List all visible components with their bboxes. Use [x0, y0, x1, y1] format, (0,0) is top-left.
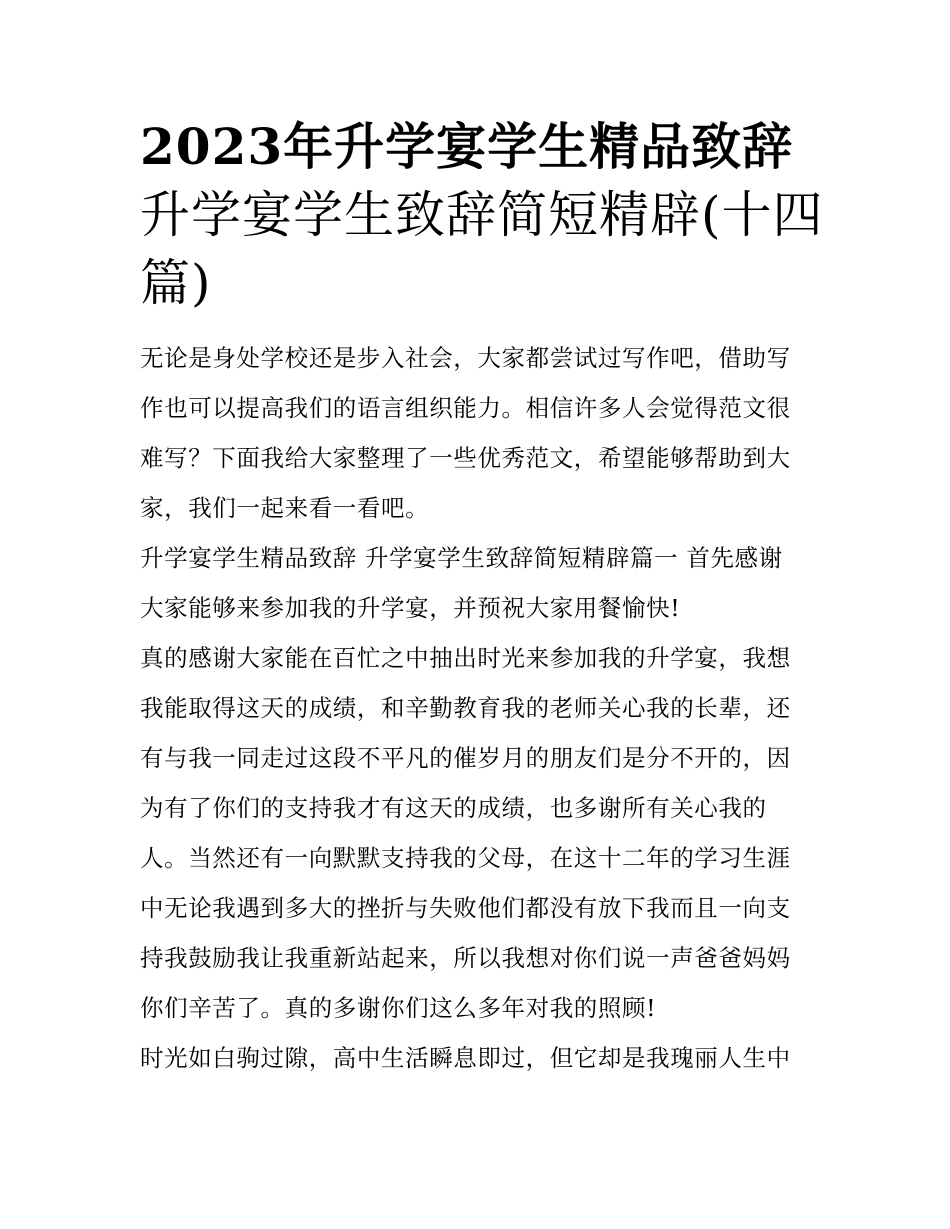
paragraph-thanks	[140, 633, 820, 1033]
title-line-2: 升学宴学生致辞简短精辟(十四	[140, 186, 824, 244]
paragraph-line: 我能取得这天的成绩，和辛勤教育我的老师关心我的长辈，还	[140, 694, 791, 722]
paragraph-line: 时光如白驹过隙，高中生活瞬息即过，但它却是我瑰丽人生中	[140, 1044, 791, 1072]
paragraph-section-one	[140, 533, 820, 633]
paragraph-intro	[140, 333, 820, 533]
title-line-1: 2023年升学宴学生精品致辞	[140, 117, 794, 176]
paragraph-time	[140, 1033, 820, 1083]
paragraph-line: 中无论我遇到多大的挫折与失败他们都没有放下我而且一向支	[140, 894, 791, 922]
paragraph-line: 持我鼓励我让我重新站起来，所以我想对你们说一声爸爸妈妈	[140, 944, 791, 972]
paragraph-line: 人。当然还有一向默默支持我的父母，在这十二年的学习生涯	[140, 844, 791, 872]
paragraph-line: 为有了你们的支持我才有这天的成绩，也多谢所有关心我的	[140, 794, 767, 822]
paragraph-line: 难写？下面我给大家整理了一些优秀范文，希望能够帮助到大	[140, 444, 791, 472]
document-content	[140, 113, 824, 1083]
title-line-3: 篇)	[140, 254, 212, 312]
paragraph-line: 作也可以提高我们的语言组织能力。相信许多人会觉得范文很	[140, 394, 791, 422]
paragraph-line: 升学宴学生精品致辞 升学宴学生致辞简短精辟篇一 首先感谢	[140, 544, 783, 572]
paragraph-line: 真的感谢大家能在百忙之中抽出时光来参加我的升学宴，我想	[140, 644, 791, 672]
paragraph-line: 家，我们一起来看一看吧。	[140, 494, 430, 522]
document-body	[140, 333, 820, 1083]
paragraph-line: 你们辛苦了。真的多谢你们这么多年对我的照顾!	[140, 994, 657, 1022]
paragraph-line: 大家能够来参加我的升学宴，并预祝大家用餐愉快!	[140, 594, 681, 622]
document-title	[140, 113, 824, 317]
paragraph-line: 有与我一同走过这段不平凡的催岁月的朋友们是分不开的，因	[140, 744, 791, 772]
paragraph-line: 无论是身处学校还是步入社会，大家都尝试过写作吧，借助写	[140, 344, 791, 372]
